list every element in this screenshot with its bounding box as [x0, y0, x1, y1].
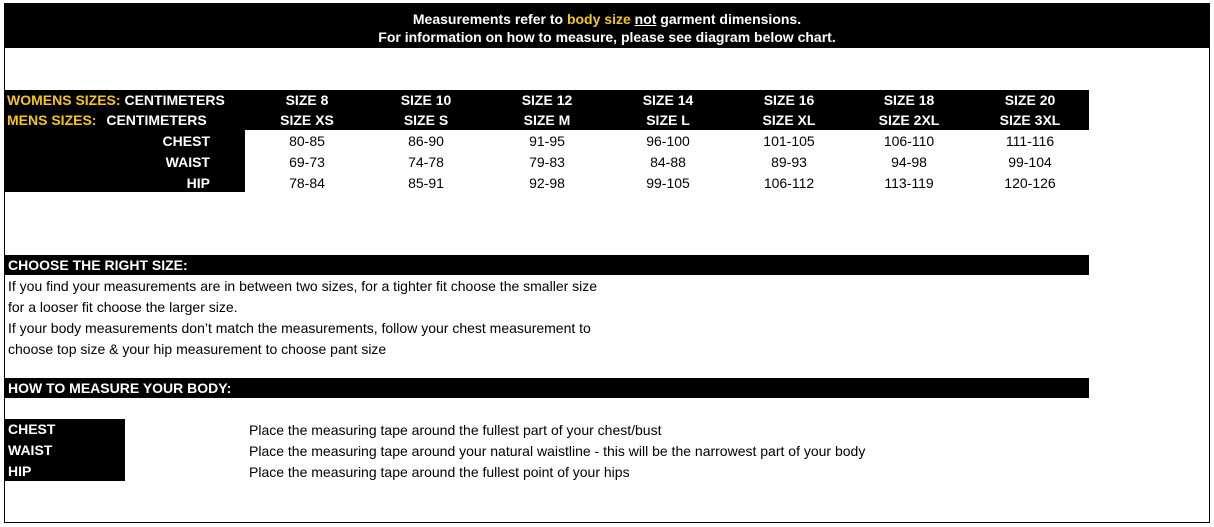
womens-size-col-4: SIZE 14: [642, 92, 694, 108]
banner-line-1: [5, 10, 1209, 28]
womens-sizes-label: [7, 90, 225, 110]
hip-cell: 92-98: [529, 175, 565, 191]
banner-text-end: garment dimensions.: [656, 11, 802, 27]
hip-cell: 78-84: [289, 175, 325, 191]
banner-highlight: body size: [566, 11, 631, 27]
banner-line-2: For information on how to measure, please see diagram below chart.: [378, 29, 836, 45]
how-to-measure-heading: HOW TO MEASURE YOUR BODY:: [5, 378, 1089, 398]
row-name-hip: HIP: [186, 175, 210, 191]
mens-size-col-5: SIZE XL: [762, 112, 816, 128]
hip-cell: 85-91: [408, 175, 444, 191]
measure-instruction-waist: Place the measuring tape around your natural waistline - this will be the narrowest part of your body: [249, 443, 866, 459]
choose-size-line: choose top size & your hip measurement to choose pant size: [8, 341, 387, 357]
mens-size-col-2: SIZE S: [403, 112, 449, 128]
waist-cell: 99-104: [1008, 154, 1052, 170]
womens-size-col-6: SIZE 18: [883, 92, 935, 108]
hip-cell: 120-126: [1004, 175, 1056, 191]
waist-cell: 89-93: [771, 154, 807, 170]
measure-name-hip: HIP: [8, 463, 32, 479]
hip-cell: 106-112: [763, 175, 815, 191]
waist-cell: 79-83: [529, 154, 565, 170]
choose-size-line: If your body measurements don’t match the measurements, follow your chest measurement to: [8, 320, 591, 336]
hip-cell: 99-105: [646, 175, 690, 191]
choose-size-heading: CHOOSE THE RIGHT SIZE:: [5, 255, 1089, 275]
measure-name-chest: CHEST: [8, 421, 56, 437]
mens-size-col-3: SIZE M: [523, 112, 571, 128]
chest-cell: 86-90: [408, 133, 444, 149]
waist-cell: 69-73: [289, 154, 325, 170]
measure-instruction-chest: Place the measuring tape around the fullest part of your chest/bust: [249, 422, 662, 438]
mens-units: CENTIMETERS: [106, 112, 207, 128]
mens-size-col-4: SIZE L: [646, 112, 690, 128]
row-name-waist: WAIST: [165, 154, 210, 170]
chest-cell: 80-85: [289, 133, 325, 149]
measure-instruction-hip: Place the measuring tape around the fullest point of your hips: [249, 464, 630, 480]
chest-cell: 96-100: [646, 133, 690, 149]
measure-name-waist: WAIST: [8, 442, 53, 458]
mens-size-col-6: SIZE 2XL: [878, 112, 940, 128]
womens-units: CENTIMETERS: [124, 92, 225, 108]
mens-sizes-label: [7, 110, 207, 130]
waist-cell: 94-98: [891, 154, 927, 170]
womens-size-col-1: SIZE 8: [285, 92, 329, 108]
row-name-chest: CHEST: [162, 133, 210, 149]
choose-size-line: for a looser fit choose the larger size.: [8, 299, 238, 315]
chest-cell: 106-110: [883, 133, 935, 149]
waist-cell: 84-88: [650, 154, 686, 170]
banner-underlined: not: [634, 11, 657, 27]
choose-size-line: If you find your measurements are in between two sizes, for a tighter fit choose the smaller size: [8, 278, 598, 294]
womens-size-col-5: SIZE 16: [763, 92, 815, 108]
chest-cell: 91-95: [529, 133, 565, 149]
chest-cell: 111-116: [1005, 133, 1055, 149]
womens-label: WOMENS SIZES:: [7, 92, 121, 108]
chest-cell: 101-105: [763, 133, 815, 149]
mens-size-col-7: SIZE 3XL: [999, 112, 1061, 128]
banner-text: Measurements refer to: [412, 11, 567, 27]
mens-size-col-1: SIZE XS: [280, 112, 334, 128]
womens-size-col-7: SIZE 20: [1004, 92, 1056, 108]
info-banner: [5, 4, 1209, 48]
womens-size-col-2: SIZE 10: [400, 92, 452, 108]
hip-cell: 113-119: [884, 175, 934, 191]
waist-cell: 74-78: [408, 154, 444, 170]
mens-label: MENS SIZES:: [7, 112, 97, 128]
womens-size-col-3: SIZE 12: [521, 92, 573, 108]
